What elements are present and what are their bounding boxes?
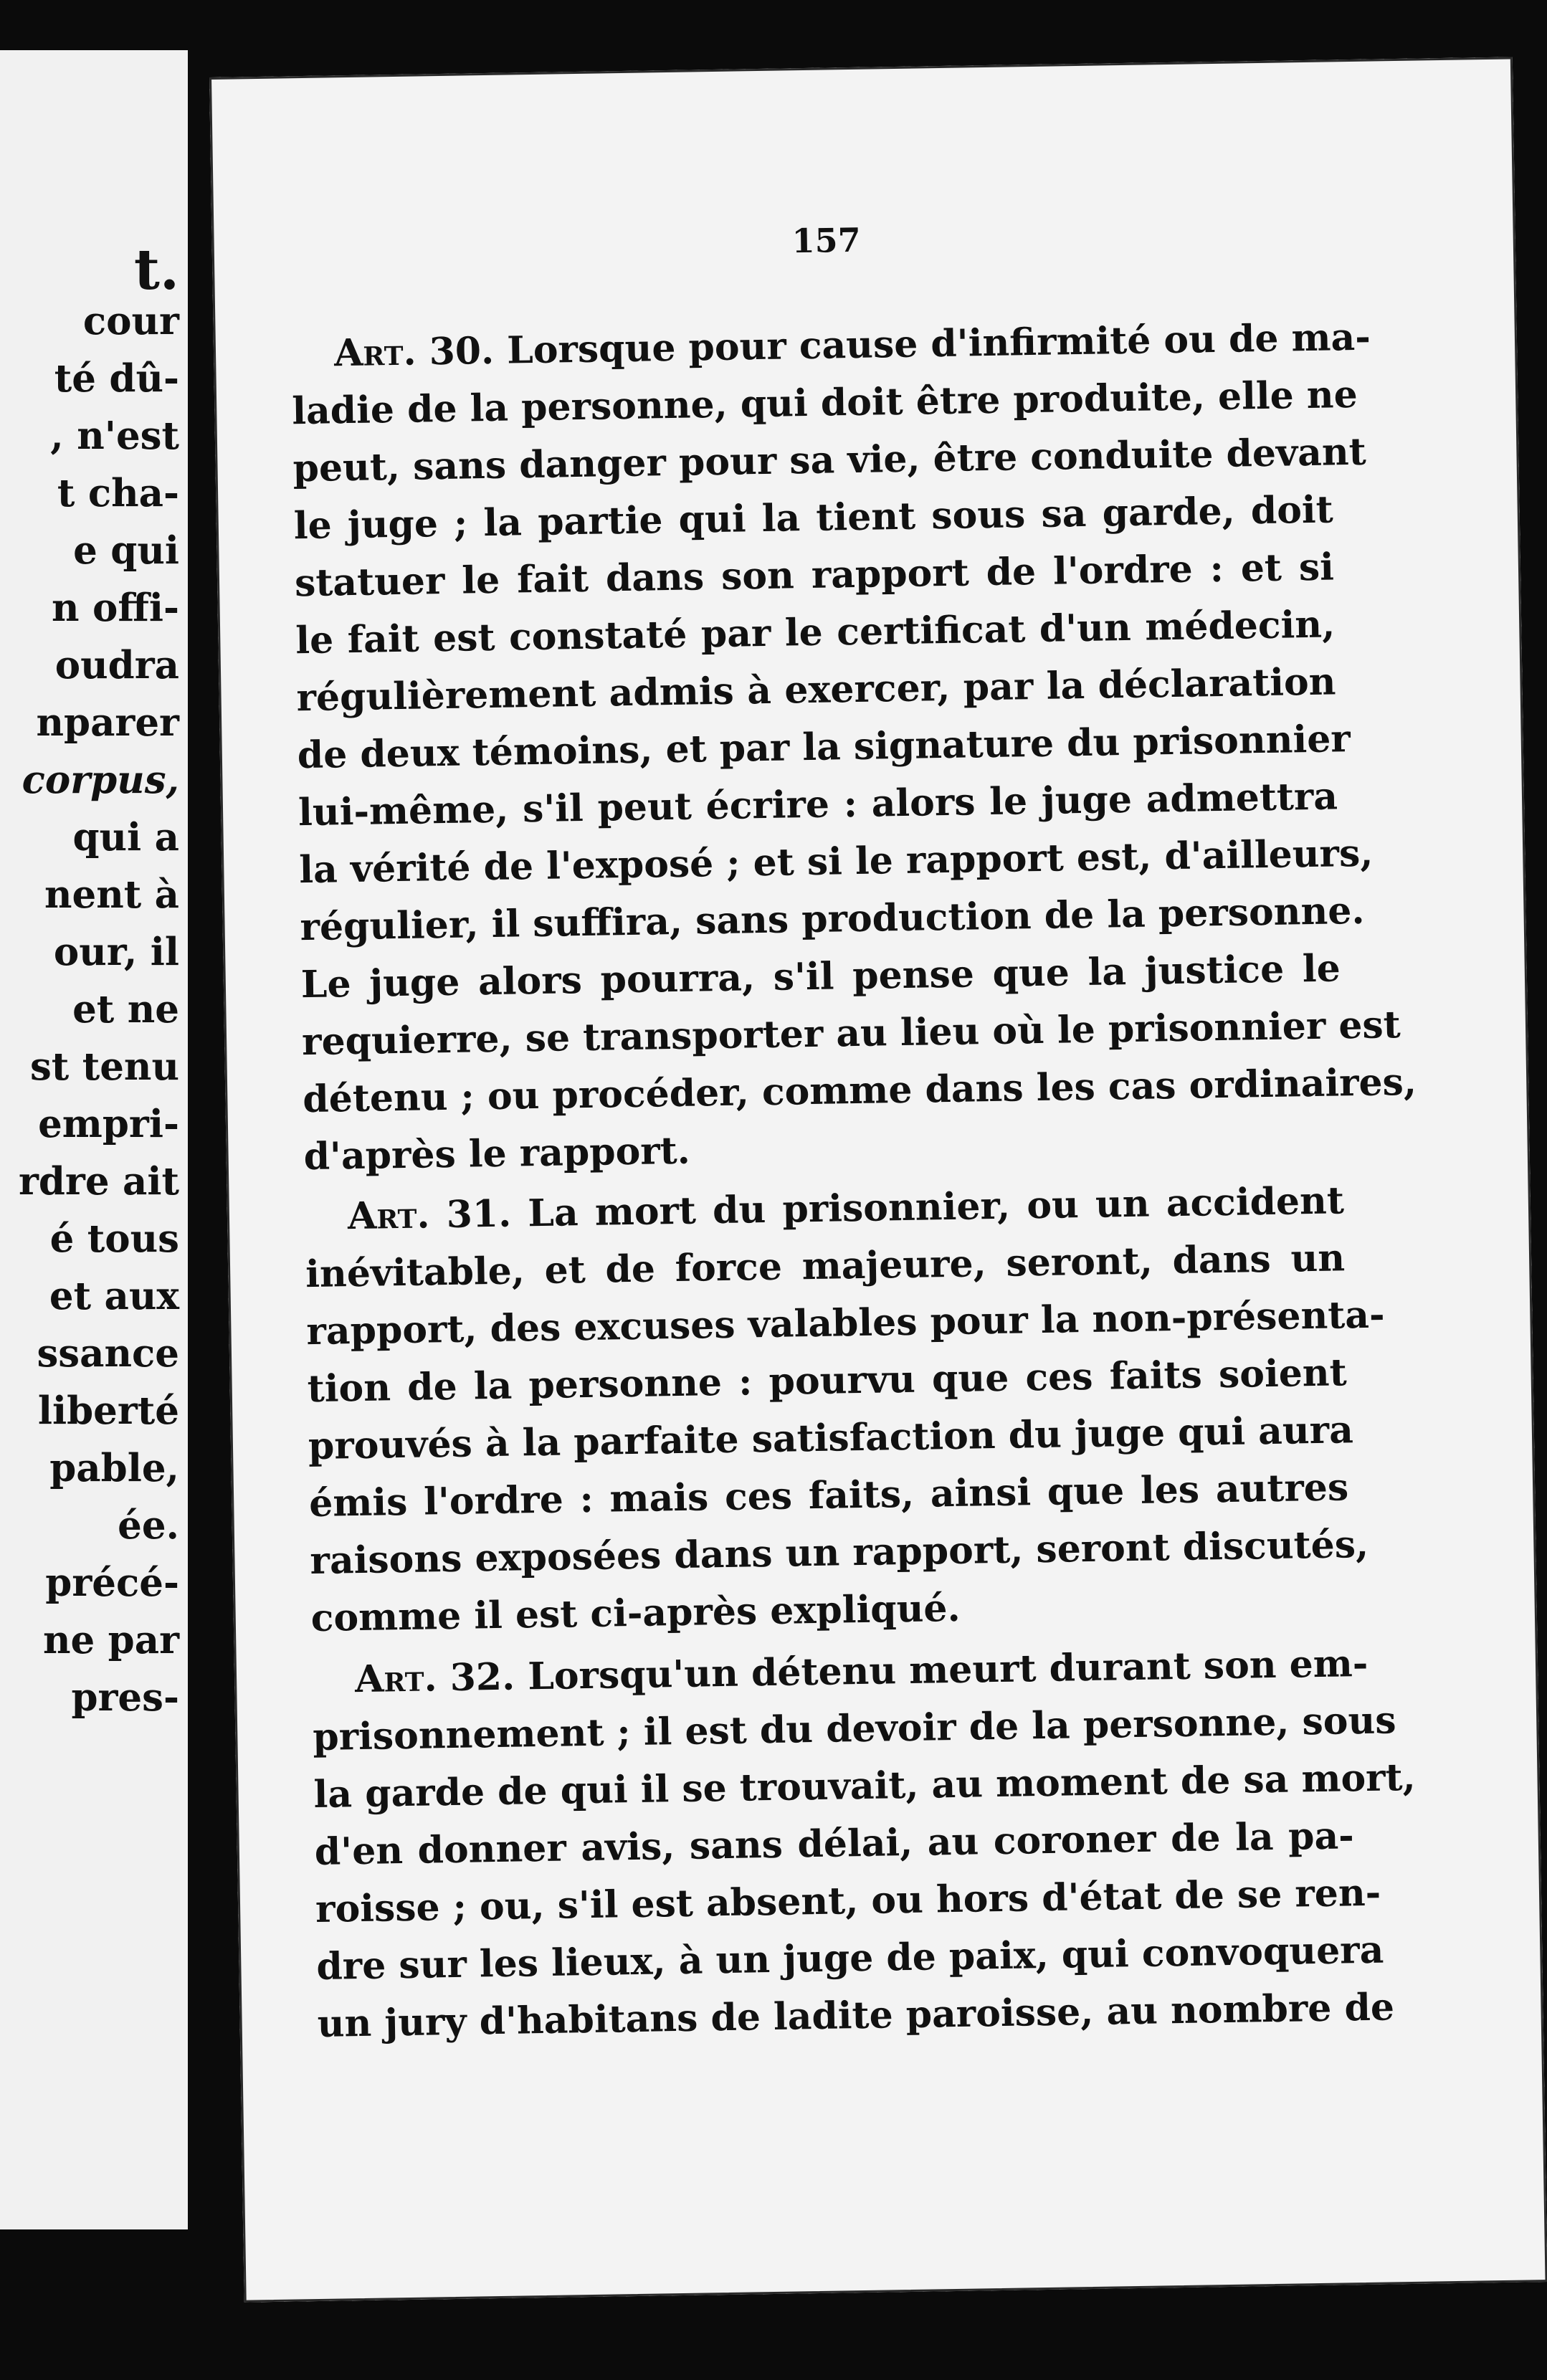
- facing-page-fragment: pres-: [71, 1675, 179, 1720]
- facing-page-fragment: e qui: [73, 528, 179, 573]
- article-31-line: inévitable, et de force majeure, seront, dans un: [305, 1236, 1346, 1297]
- article-32-line: d'en donner avis, sans délai, au coroner de la pa-: [314, 1814, 1355, 1874]
- facing-page-fragment: n offi-: [52, 586, 179, 630]
- facing-page-fragment: ne par: [42, 1618, 179, 1662]
- article-label: Art. 31.: [347, 1191, 512, 1239]
- article-label: Art. 30.: [333, 328, 495, 376]
- facing-page-fragment: é tous: [49, 1217, 179, 1261]
- facing-page-fragment: our, il: [53, 930, 179, 974]
- facing-page-fragment: nent à: [44, 872, 179, 917]
- facing-page-fragment: corpus,: [22, 758, 179, 802]
- article-32-line: la garde de qui il se trouvait, au moment de sa mort,: [313, 1755, 1417, 1817]
- article-31-line: tion de la personne : pourvu que ces faits soient: [307, 1351, 1348, 1412]
- facing-page-fragment: liberté: [37, 1389, 179, 1433]
- page-number: 157: [791, 220, 862, 261]
- article-31-line: rapport, des excuses valables pour la non-présenta-: [306, 1293, 1386, 1354]
- facing-page-fragment: ée.: [118, 1503, 179, 1548]
- facing-page-fragment: qui a: [72, 815, 179, 860]
- article-30-line: régulier, il suffira, sans production de la personne.: [300, 888, 1365, 950]
- article-31-line: raisons exposées dans un rapport, seront discutés,: [310, 1522, 1369, 1584]
- facing-page-fragment: st tenu: [29, 1044, 179, 1089]
- article-30-line: détenu ; ou procéder, comme dans les cas ordinaires,: [302, 1060, 1417, 1122]
- facing-page-fragment: nparer: [36, 700, 179, 745]
- article-label: Art. 32.: [354, 1655, 515, 1702]
- article-30-line: de deux témoins, et par la signature du prisonnier: [297, 717, 1351, 778]
- facing-page-fragment: empri-: [38, 1102, 179, 1146]
- facing-page-fragment: rdre ait: [18, 1159, 179, 1204]
- facing-page-fragment: et aux: [49, 1274, 179, 1318]
- facing-page-fragment: ssance: [37, 1331, 179, 1376]
- facing-page-fragment: t.: [133, 237, 179, 303]
- facing-page-fragment: t cha-: [57, 471, 179, 515]
- article-30-line: peut, sans danger pour sa vie, être conduite devant: [292, 429, 1367, 491]
- article-32-line-1: Art. 32. Lorsqu'un détenu meurt durant son em-: [354, 1641, 1368, 1702]
- article-30-line-1: Art. 30. Lorsque pour cause d'infirmité ou de ma-: [333, 315, 1371, 376]
- article-30-line: ladie de la personne, qui doit être produite, elle ne: [291, 372, 1358, 434]
- article-32-line: prisonnement ; il est du devoir de la personne, sous: [312, 1698, 1396, 1760]
- facing-page-fragment: précé-: [45, 1561, 179, 1605]
- facing-page-fragment: oudra: [54, 643, 179, 687]
- article-30-line: statuer le fait dans son rapport de l'ordre : et si: [294, 545, 1335, 606]
- article-30-line: requierre, se transporter au lieu où le prisonnier est: [301, 1003, 1401, 1065]
- article-30-line: Le juge alors pourra, s'il pense que la justice le: [300, 946, 1341, 1007]
- facing-page-edge: [0, 50, 188, 2229]
- article-30-line: la vérité de l'exposé ; et si le rapport est, d'ailleurs,: [298, 831, 1374, 892]
- article-31-line-1: Art. 31. La mort du prisonnier, ou un accident: [347, 1179, 1345, 1239]
- article-32-line: un jury d'habitans de ladite paroisse, au nombre de: [317, 1985, 1395, 2046]
- article-30-line: lui-même, s'il peut écrire : alors le juge admettra: [298, 774, 1338, 835]
- article-32-line: dre sur les lieux, à un juge de paix, qui convoquera: [315, 1928, 1384, 1989]
- article-30-line: le fait est constaté par le certificat d'un médecin,: [295, 602, 1336, 663]
- article-30-line: le juge ; la partie qui la tient sous sa garde, doit: [293, 487, 1334, 548]
- facing-page-fragment: , n'est: [50, 414, 179, 458]
- book-page: [209, 57, 1547, 2302]
- article-30-line: régulièrement admis à exercer, par la déclaration: [296, 660, 1336, 720]
- facing-page-fragment: té dû-: [54, 356, 179, 401]
- facing-page-fragment: pable,: [49, 1446, 179, 1490]
- facing-page-fragment: cour: [82, 299, 179, 343]
- article-31-line: émis l'ordre : mais ces faits, ainsi que les autres: [308, 1465, 1349, 1526]
- article-31-line: comme il est ci-après expliqué.: [310, 1586, 961, 1641]
- article-32-line: roisse ; ou, s'il est absent, ou hors d'état de se ren-: [315, 1870, 1381, 1931]
- article-30-line: d'après le rapport.: [303, 1128, 691, 1179]
- article-31-line: prouvés à la parfaite satisfaction du juge qui aura: [308, 1408, 1354, 1469]
- facing-page-fragment: et ne: [72, 987, 179, 1032]
